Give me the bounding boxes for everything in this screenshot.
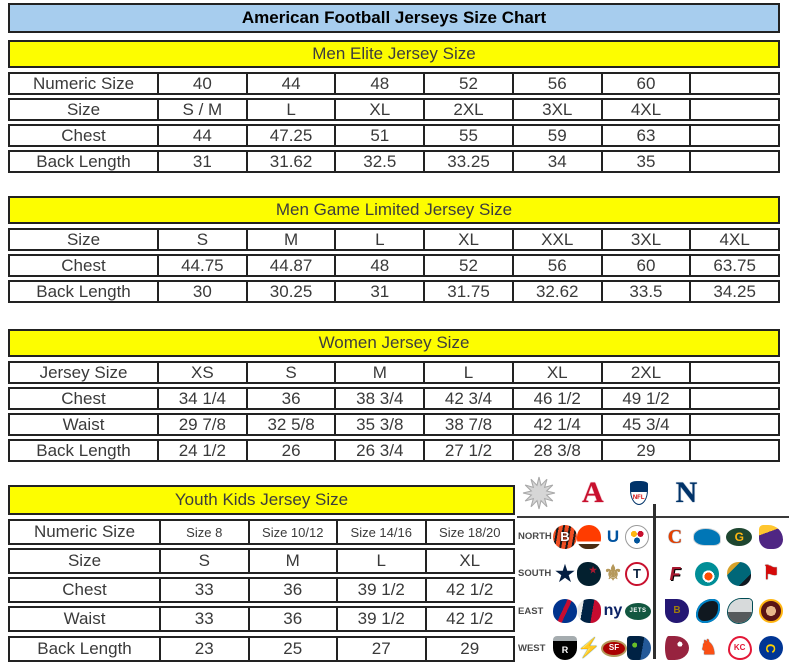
table-women	[8, 329, 780, 462]
size-cell: L	[423, 363, 512, 382]
section-header-women: Women Jersey Size	[8, 329, 780, 357]
size-cell: 26 3/4	[334, 441, 423, 460]
size-cell: 34	[512, 152, 601, 171]
logo-giants-icon	[601, 599, 625, 623]
size-cell: 35 3/8	[334, 415, 423, 434]
logo-49ers-icon	[601, 640, 627, 657]
logo-saints-icon	[601, 562, 625, 586]
row-label: Size	[66, 100, 101, 119]
size-cell: L	[246, 100, 335, 119]
size-cell: 60	[601, 74, 690, 93]
size-cell: 38 7/8	[423, 415, 512, 434]
size-cell: 34.25	[689, 282, 778, 301]
logo-vikings-icon	[759, 525, 783, 549]
size-cell: 36	[246, 389, 335, 408]
size-cell: XL	[425, 550, 514, 572]
size-cell: 45 3/4	[601, 415, 690, 434]
division-row-north	[516, 518, 789, 555]
size-cell: 4XL	[689, 230, 778, 249]
logo-broncos-icon	[696, 636, 720, 660]
logo-titans-icon	[625, 562, 649, 586]
size-cell: 44	[246, 74, 335, 93]
division-label: WEST	[518, 642, 546, 654]
size-cell: 2XL	[423, 100, 512, 119]
size-cell: 63.75	[689, 256, 778, 275]
table-youth-kids	[8, 485, 515, 662]
afc-west-teams	[553, 636, 655, 660]
logo-patriots-icon	[577, 599, 601, 623]
size-cell: 40	[157, 74, 246, 93]
size-cell: 32.5	[334, 152, 423, 171]
afc-east-teams	[553, 599, 655, 623]
logo-browns-icon	[577, 525, 601, 549]
logo-bills-icon	[553, 599, 577, 623]
size-cell: 42 3/4	[423, 389, 512, 408]
logo-bears-icon	[663, 525, 687, 549]
size-cell: 33	[159, 579, 248, 601]
table-row	[8, 280, 780, 303]
nfc-south-teams	[653, 562, 789, 586]
size-cell: 29	[601, 441, 690, 460]
size-cell: 34 1/4	[157, 389, 246, 408]
size-cell: 42 1/2	[425, 579, 514, 601]
size-cell: 46 1/2	[512, 389, 601, 408]
logo-cardinals-icon	[665, 636, 689, 660]
table-row	[8, 98, 780, 121]
size-cell: 31	[157, 152, 246, 171]
size-cell: 3XL	[512, 100, 601, 119]
size-cell: 3XL	[601, 230, 690, 249]
logo-lions-icon	[694, 529, 720, 545]
size-cell: Size 10/12	[248, 521, 337, 543]
logo-cowboys-star-icon	[553, 562, 577, 586]
size-cell: 25	[248, 638, 337, 660]
size-cell: 44.87	[246, 256, 335, 275]
logo-jaguars-icon	[727, 562, 751, 586]
logo-raiders-icon	[553, 636, 577, 660]
logo-steelers-icon	[625, 525, 649, 549]
section-header-youth-kids: Youth Kids Jersey Size	[8, 485, 515, 515]
size-cell: Size 18/20	[425, 521, 514, 543]
size-cell: S	[159, 550, 248, 572]
size-cell: M	[248, 550, 337, 572]
size-cell: 33.5	[601, 282, 690, 301]
empty-cell	[689, 441, 778, 460]
size-cell: L	[336, 550, 425, 572]
row-label: Back Length	[36, 152, 131, 171]
size-cell: 59	[512, 126, 601, 145]
logo-redskins-icon	[759, 599, 783, 623]
table-row	[8, 124, 780, 147]
row-label: Size	[67, 551, 102, 570]
logo-seahawks-icon	[627, 636, 651, 660]
empty-cell	[689, 74, 778, 93]
table-men-game-limited	[8, 196, 780, 303]
nfc-logo-icon: N	[675, 476, 698, 509]
size-cell: 44.75	[157, 256, 246, 275]
size-cell: 55	[423, 126, 512, 145]
row-label: Chest	[61, 126, 106, 145]
section-header-men-game-limited: Men Game Limited Jersey Size	[8, 196, 780, 224]
size-cell: 56	[512, 256, 601, 275]
size-cell: 24 1/2	[157, 441, 246, 460]
table-row	[8, 150, 780, 173]
size-cell: 52	[423, 74, 512, 93]
row-label: Back Length	[37, 639, 132, 658]
row-label: Numeric Size	[32, 74, 135, 93]
logo-dolphins-icon	[695, 562, 719, 586]
size-cell: 39 1/2	[336, 579, 425, 601]
size-cell: 38 3/4	[334, 389, 423, 408]
afc-south-teams	[553, 562, 653, 586]
row-label: Chest	[61, 256, 106, 275]
table-row	[8, 361, 780, 384]
logo-chargers-icon	[577, 636, 601, 660]
size-cell: 27 1/2	[423, 441, 512, 460]
table-row	[8, 636, 515, 662]
table-row	[8, 439, 780, 462]
division-label: EAST	[518, 605, 544, 617]
size-cell: 36	[248, 608, 337, 630]
division-label: SOUTH	[518, 568, 552, 580]
size-cell: S	[246, 363, 335, 382]
size-cell: 56	[512, 74, 601, 93]
size-cell: 23	[159, 638, 248, 660]
table-row	[8, 413, 780, 436]
logo-buccaneers-icon	[759, 562, 783, 586]
row-label: Size	[66, 230, 101, 249]
logo-panthers-icon	[696, 599, 720, 623]
size-cell: 31.75	[423, 282, 512, 301]
size-cell: 33	[159, 608, 248, 630]
logo-eagles-icon	[728, 599, 752, 623]
starburst-icon	[522, 476, 556, 510]
logo-jets-icon	[625, 603, 651, 620]
size-cell: S	[157, 230, 246, 249]
row-label: Chest	[62, 580, 107, 599]
logo-texans-icon	[577, 562, 601, 586]
size-cell: M	[246, 230, 335, 249]
empty-cell	[689, 415, 778, 434]
size-cell: 32.62	[512, 282, 601, 301]
size-cell: 30	[157, 282, 246, 301]
table-row	[8, 606, 515, 632]
empty-cell	[689, 152, 778, 171]
logo-bengals-icon	[553, 525, 577, 549]
size-cell: 52	[423, 256, 512, 275]
logo-colts-icon	[601, 525, 625, 549]
division-label: NORTH	[518, 531, 552, 543]
logo-chiefs-icon	[728, 636, 752, 660]
size-cell: XL	[512, 363, 601, 382]
size-cell: 60	[601, 256, 690, 275]
size-cell: Size 14/16	[336, 521, 425, 543]
size-cell: 31	[334, 282, 423, 301]
nfl-logo-panel	[516, 470, 789, 667]
page-title: American Football Jerseys Size Chart	[8, 3, 780, 33]
row-label: Numeric Size	[33, 522, 136, 541]
size-cell: 63	[601, 126, 690, 145]
size-cell: 35	[601, 152, 690, 171]
empty-cell	[689, 100, 778, 119]
size-cell: 33.25	[423, 152, 512, 171]
size-cell: XL	[334, 100, 423, 119]
size-cell: 31.62	[246, 152, 335, 171]
size-cell: 48	[334, 256, 423, 275]
empty-cell	[689, 363, 778, 382]
nfc-west-teams	[655, 636, 789, 660]
size-cell: 2XL	[601, 363, 690, 382]
size-cell: 27	[336, 638, 425, 660]
size-cell: M	[334, 363, 423, 382]
size-cell: XS	[157, 363, 246, 382]
table-row	[8, 72, 780, 95]
table-row	[8, 228, 780, 251]
logo-falcons-icon	[663, 562, 687, 586]
table-row	[8, 548, 515, 574]
size-cell: 32 5/8	[246, 415, 335, 434]
size-cell: 30.25	[246, 282, 335, 301]
size-cell: S / M	[157, 100, 246, 119]
size-cell: 39 1/2	[336, 608, 425, 630]
size-cell: 47.25	[246, 126, 335, 145]
size-cell: 29	[425, 638, 514, 660]
table-row	[8, 519, 515, 545]
table-men-elite	[8, 40, 780, 173]
empty-cell	[689, 126, 778, 145]
row-label: Back Length	[36, 282, 131, 301]
size-cell: 44	[157, 126, 246, 145]
row-label: Jersey Size	[39, 363, 128, 382]
row-label: Waist	[62, 415, 105, 434]
size-cell: XXL	[512, 230, 601, 249]
table-row	[8, 577, 515, 603]
division-row-east	[516, 593, 789, 630]
row-label: Chest	[61, 389, 106, 408]
nfc-north-teams	[653, 525, 789, 549]
logo-packers-icon	[726, 528, 752, 546]
row-label: Back Length	[36, 441, 131, 460]
size-cell: 36	[248, 579, 337, 601]
size-cell: 42 1/2	[425, 608, 514, 630]
size-cell: Size 8	[159, 521, 248, 543]
nfc-east-teams	[655, 599, 789, 623]
nfl-shield-label: NFL	[632, 495, 645, 501]
afc-north-teams	[553, 525, 653, 549]
empty-cell	[689, 389, 778, 408]
size-cell: L	[334, 230, 423, 249]
size-cell: 49 1/2	[601, 389, 690, 408]
section-header-men-elite: Men Elite Jersey Size	[8, 40, 780, 68]
size-cell: XL	[423, 230, 512, 249]
size-cell: 42 1/4	[512, 415, 601, 434]
size-cell: 48	[334, 74, 423, 93]
division-row-west	[516, 630, 789, 667]
nfl-shield-icon	[630, 481, 648, 505]
size-cell: 51	[334, 126, 423, 145]
size-cell: 28 3/8	[512, 441, 601, 460]
size-cell: 26	[246, 441, 335, 460]
division-grid	[516, 518, 789, 667]
logo-ravens-icon	[665, 599, 689, 623]
afc-logo-icon: A	[582, 476, 604, 509]
table-row	[8, 387, 780, 410]
size-cell: 29 7/8	[157, 415, 246, 434]
size-cell: 4XL	[601, 100, 690, 119]
row-label: Waist	[63, 609, 106, 628]
table-row	[8, 254, 780, 277]
division-row-south	[516, 555, 789, 592]
logo-rams-icon	[759, 636, 783, 660]
